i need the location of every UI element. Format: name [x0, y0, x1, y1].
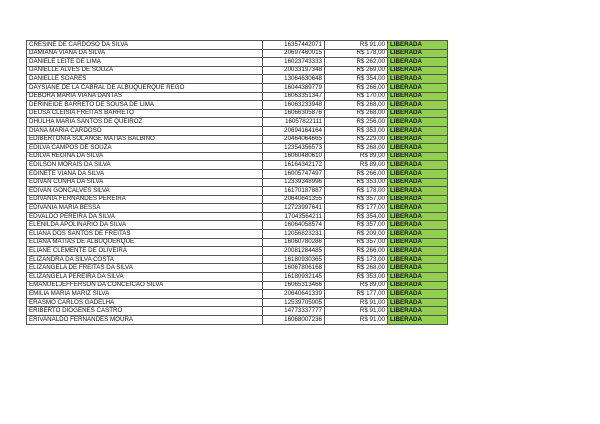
status-cell: LIBERADA — [388, 75, 448, 84]
id-cell: 20464064665 — [263, 135, 325, 144]
table-row — [27, 316, 448, 325]
value-cell: R$ 266,00 — [325, 247, 388, 256]
status-cell: LIBERADA — [388, 195, 448, 204]
table-row — [27, 101, 448, 110]
status-cell: LIBERADA — [388, 161, 448, 170]
status-cell: LIBERADA — [388, 316, 448, 325]
table-row — [27, 83, 448, 92]
table-row — [27, 126, 448, 135]
status-cell: LIBERADA — [388, 290, 448, 299]
value-cell: R$ 177,00 — [325, 290, 388, 299]
name-cell: ELENILDA APOLINARIO DA SILVA — [27, 221, 263, 230]
value-cell: R$ 357,00 — [325, 221, 388, 230]
id-cell: 20640641355 — [263, 195, 325, 204]
name-cell: ERIBERTO DIOGENES CASTRO — [27, 307, 263, 316]
value-cell: R$ 357,00 — [325, 238, 388, 247]
table-row — [27, 144, 448, 153]
value-cell: R$ 268,00 — [325, 101, 388, 110]
value-cell: R$ 89,00 — [325, 161, 388, 170]
status-cell: LIBERADA — [388, 230, 448, 239]
id-cell: 16057822111 — [263, 118, 325, 127]
value-cell: R$ 178,00 — [325, 187, 388, 196]
table-row — [27, 264, 448, 273]
name-cell: DERINEIDE BARRETO DE SOUSA DE LIMA — [27, 101, 263, 110]
name-cell: DAYSIANE DE LA CABRAL DE ALBUQUERQUE REGO — [27, 83, 263, 92]
status-cell: LIBERADA — [388, 169, 448, 178]
status-cell: LIBERADA — [388, 255, 448, 264]
value-cell: R$ 173,00 — [325, 255, 388, 264]
id-cell: 16067806168 — [263, 264, 325, 273]
status-cell: LIBERADA — [388, 152, 448, 161]
table-row — [27, 221, 448, 230]
status-cell: LIBERADA — [388, 144, 448, 153]
table-row — [27, 247, 448, 256]
status-cell: LIBERADA — [388, 187, 448, 196]
id-cell: 16180932145 — [263, 273, 325, 282]
name-cell: ELIANA DOS SANTOS DE FREITAS — [27, 230, 263, 239]
id-cell: 12723997641 — [263, 204, 325, 213]
table-row — [27, 230, 448, 239]
status-cell: LIBERADA — [388, 49, 448, 58]
status-cell: LIBERADA — [388, 238, 448, 247]
table-row — [27, 255, 448, 264]
status-cell: LIBERADA — [388, 212, 448, 221]
value-cell: R$ 178,00 — [325, 49, 388, 58]
value-cell: R$ 269,00 — [325, 66, 388, 75]
id-cell: 20081284485 — [263, 247, 325, 256]
status-cell: LIBERADA — [388, 135, 448, 144]
table-row — [27, 281, 448, 290]
status-cell: LIBERADA — [388, 307, 448, 316]
id-cell: 17043564211 — [263, 212, 325, 221]
table-row — [27, 118, 448, 127]
value-cell: R$ 177,00 — [325, 204, 388, 213]
value-cell: R$ 91,00 — [325, 41, 388, 50]
name-cell: DEBORA MARIA VIANA DANTAS — [27, 92, 263, 101]
table-body — [27, 41, 448, 325]
id-cell: 12354356573 — [263, 144, 325, 153]
status-cell: LIBERADA — [388, 126, 448, 135]
id-cell: 16005747497 — [263, 169, 325, 178]
id-cell: 16068007236 — [263, 316, 325, 325]
table-row — [27, 92, 448, 101]
table-row — [27, 307, 448, 316]
name-cell: EMILIA MARIA MARIZ SILVA — [27, 290, 263, 299]
name-cell: EDIVANIA MARIA BESSA — [27, 204, 263, 213]
status-cell: LIBERADA — [388, 178, 448, 187]
table-row — [27, 212, 448, 221]
status-cell: LIBERADA — [388, 58, 448, 67]
id-cell: 20640641339 — [263, 290, 325, 299]
name-cell: DIANA MARIA CARDOSO — [27, 126, 263, 135]
status-cell: LIBERADA — [388, 109, 448, 118]
table-row — [27, 204, 448, 213]
status-cell: LIBERADA — [388, 118, 448, 127]
name-cell: ERASMO CARLOS GADELHA — [27, 298, 263, 307]
status-cell: LIBERADA — [388, 264, 448, 273]
table-row — [27, 178, 448, 187]
value-cell: R$ 353,00 — [325, 126, 388, 135]
status-cell: LIBERADA — [388, 41, 448, 50]
table-row — [27, 298, 448, 307]
value-cell: R$ 268,00 — [325, 144, 388, 153]
name-cell: EDIVAN GONCALVES SILVA — [27, 187, 263, 196]
table-row — [27, 135, 448, 144]
value-cell: R$ 354,00 — [325, 212, 388, 221]
status-cell: LIBERADA — [388, 281, 448, 290]
value-cell: R$ 266,00 — [325, 83, 388, 92]
name-cell: ELIZANDRA DA SILVA COSTA — [27, 255, 263, 264]
name-cell: EDIBERTONIA SOLANGE MATIAS BALBINO — [27, 135, 263, 144]
table-row — [27, 290, 448, 299]
beneficiary-table — [26, 40, 448, 325]
id-cell: 16064058574 — [263, 221, 325, 230]
id-cell: 16066305876 — [263, 109, 325, 118]
id-cell: 16023743333 — [263, 58, 325, 67]
name-cell: ELIANA MATIAS DE ALBUQUERQUE — [27, 238, 263, 247]
id-cell: 20694164164 — [263, 126, 325, 135]
status-cell: LIBERADA — [388, 247, 448, 256]
id-cell: 14773337777 — [263, 307, 325, 316]
status-cell: LIBERADA — [388, 92, 448, 101]
table-row — [27, 187, 448, 196]
table-row — [27, 41, 448, 50]
table-row — [27, 161, 448, 170]
id-cell: 16170187887 — [263, 187, 325, 196]
id-cell: 13064630648 — [263, 75, 325, 84]
status-cell: LIBERADA — [388, 273, 448, 282]
table-row — [27, 195, 448, 204]
name-cell: DANIELE LEITE DE LIMA — [27, 58, 263, 67]
value-cell: R$ 353,00 — [325, 178, 388, 187]
value-cell: R$ 256,00 — [325, 118, 388, 127]
value-cell: R$ 170,00 — [325, 92, 388, 101]
id-cell: 16060780286 — [263, 238, 325, 247]
id-cell: 12339348996 — [263, 178, 325, 187]
value-cell: R$ 353,00 — [325, 273, 388, 282]
table-row — [27, 75, 448, 84]
id-cell: 20697460015 — [263, 49, 325, 58]
id-cell: 12539705005 — [263, 298, 325, 307]
name-cell: ELIZANGELA PEREIRA DA SILVA — [27, 273, 263, 282]
table-row — [27, 58, 448, 67]
value-cell: R$ 89,00 — [325, 152, 388, 161]
name-cell: DANIELLE ALVES DE SOUZA — [27, 66, 263, 75]
name-cell: ERIVANALDO FERNANDES MOURA — [27, 316, 263, 325]
table-row — [27, 238, 448, 247]
value-cell: R$ 89,00 — [325, 281, 388, 290]
id-cell: 16044389779 — [263, 83, 325, 92]
value-cell: R$ 266,00 — [325, 169, 388, 178]
id-cell: 16060480610 — [263, 152, 325, 161]
id-cell: 16063233948 — [263, 101, 325, 110]
table-row — [27, 169, 448, 178]
status-cell: LIBERADA — [388, 221, 448, 230]
status-cell: LIBERADA — [388, 66, 448, 75]
value-cell: R$ 209,00 — [325, 230, 388, 239]
value-cell: R$ 262,00 — [325, 58, 388, 67]
value-cell: R$ 268,00 — [325, 264, 388, 273]
value-cell: R$ 354,00 — [325, 75, 388, 84]
status-cell: LIBERADA — [388, 298, 448, 307]
name-cell: DANIELLE SOARES — [27, 75, 263, 84]
name-cell: EDIVANIA FERNANDES PEREIRA — [27, 195, 263, 204]
value-cell: R$ 91,00 — [325, 316, 388, 325]
id-cell: 16357442071 — [263, 41, 325, 50]
id-cell: 20033197348 — [263, 66, 325, 75]
value-cell: R$ 229,00 — [325, 135, 388, 144]
status-cell: LIBERADA — [388, 204, 448, 213]
table-row — [27, 152, 448, 161]
table-row — [27, 66, 448, 75]
name-cell: EMANUELJEFFERSON DA CONCEICAO SILVA — [27, 281, 263, 290]
value-cell: R$ 91,00 — [325, 298, 388, 307]
name-cell: EDILVA REGINA DA SILVA — [27, 152, 263, 161]
name-cell: DEUSA CLEISIA FREITAS BARRETO — [27, 109, 263, 118]
status-cell: LIBERADA — [388, 101, 448, 110]
name-cell: EDILSON MORAIS DA SILVA — [27, 161, 263, 170]
name-cell: DHULHA MARIA SANTOS DE QUEIROZ — [27, 118, 263, 127]
name-cell: ELIZANGELA DE FREITAS DA SILVA — [27, 264, 263, 273]
name-cell: EDIVAN CUNHA DA SILVA — [27, 178, 263, 187]
value-cell: R$ 91,00 — [325, 307, 388, 316]
name-cell: EDINETE VIANA DA SILVA — [27, 169, 263, 178]
name-cell: EDILVA CAMPOS DE SOUZA — [27, 144, 263, 153]
name-cell: CRESINE DE CARDOSO DA SILVA — [27, 41, 263, 50]
table-row — [27, 109, 448, 118]
id-cell: 16164342172 — [263, 161, 325, 170]
id-cell: 16180930365 — [263, 255, 325, 264]
name-cell: EDVALDO PEREIRA DA SILVA — [27, 212, 263, 221]
id-cell: 16063351347 — [263, 92, 325, 101]
name-cell: ELIANE CLEMENTE DE OLIVEIRA — [27, 247, 263, 256]
value-cell: R$ 357,00 — [325, 195, 388, 204]
id-cell: 16065313466 — [263, 281, 325, 290]
table-row — [27, 49, 448, 58]
status-cell: LIBERADA — [388, 83, 448, 92]
name-cell: DAMIANA VIANA DA SILVA — [27, 49, 263, 58]
table-row — [27, 273, 448, 282]
value-cell: R$ 268,00 — [325, 109, 388, 118]
id-cell: 12056823231 — [263, 230, 325, 239]
